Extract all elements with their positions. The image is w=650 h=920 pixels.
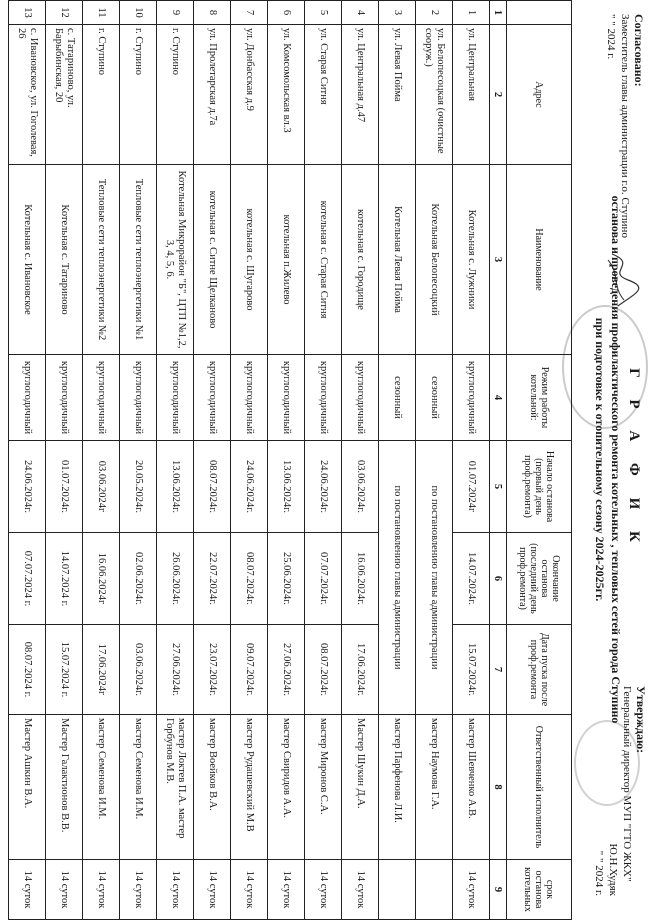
- row-responsible: Мастер Галактионов В.В.: [46, 715, 83, 860]
- row-duration: 14 суток: [157, 860, 194, 920]
- row-mode: круглогодичный: [9, 355, 46, 441]
- col-name: Наименование: [507, 165, 572, 355]
- row-duration: 14 суток: [9, 860, 46, 920]
- row-duration: 14 суток: [305, 860, 342, 920]
- row-start-date: 03.06.2024г: [83, 441, 120, 533]
- agreement-caption: Согласовано:: [632, 14, 646, 87]
- row-duration: 14 суток: [83, 860, 120, 920]
- col-num: [507, 1, 572, 25]
- row-responsible: мастер Семенова И.М.: [120, 715, 157, 860]
- row-number: 12: [46, 1, 83, 25]
- row-number: 13: [9, 1, 46, 25]
- row-start-date: 24.06.2024г.: [9, 441, 46, 533]
- row-number: 5: [305, 1, 342, 25]
- row-launch-date: 08.07.2024 г.: [9, 625, 46, 715]
- row-mode: круглогодичный: [305, 355, 342, 441]
- row-start-date: 01.07.2024г.: [46, 441, 83, 533]
- row-mode: круглогодичный: [231, 355, 268, 441]
- row-number: 2: [416, 1, 453, 25]
- row-responsible: Мастер Ашкин В.А.: [9, 715, 46, 860]
- table-row: [46, 1, 83, 920]
- row-responsible: мастер Наумова Г.А.: [416, 715, 453, 860]
- row-name: котельная с. Шугарово: [231, 165, 268, 355]
- document-subtitle-season: при подготовке к отопительному сезону 2024-2025гг.: [593, 317, 607, 602]
- row-address: с. Татариново, ул. Барыбинская, 20: [46, 25, 83, 165]
- row-duration: [416, 860, 453, 920]
- row-end-date: 25.06.2024г.: [268, 533, 305, 625]
- table-row: [157, 1, 194, 920]
- table-row: [453, 1, 490, 920]
- row-mode: круглогодичный: [194, 355, 231, 441]
- row-launch-date: 15.07.2024 г.: [46, 625, 83, 715]
- col-end: Окончание останова (последний день проф.ремонта): [507, 533, 572, 625]
- table-row: [231, 1, 268, 920]
- row-merged-note: по постановлению главы администрации: [416, 441, 453, 715]
- row-number: 3: [379, 1, 416, 25]
- row-start-date: 03.06.2024г.: [342, 441, 379, 533]
- row-address: ул. Центральная д.47: [342, 25, 379, 165]
- row-mode: круглогодичный: [342, 355, 379, 441]
- agreement-position: Заместитель главы администрации г.о. Ступино: [619, 14, 631, 238]
- row-mode: сезонный: [379, 355, 416, 441]
- approval-date: " " 2024 г.: [593, 850, 605, 896]
- row-responsible: Мастер Шукин Д.А.: [342, 715, 379, 860]
- row-name: Тепловые сети теплоэнергетики №2: [83, 165, 120, 355]
- row-mode: круглогодичный: [83, 355, 120, 441]
- row-number: 9: [157, 1, 194, 25]
- row-duration: 14 суток: [46, 860, 83, 920]
- row-name: Котельная Микрорайон "Б", ЦТП №1,2, 3, 4, 5, 6.: [157, 165, 194, 355]
- column-number: 2: [490, 25, 507, 165]
- row-launch-date: 15.07.2024г.: [453, 625, 490, 715]
- approval-signer: Ю.Н.Худяк: [607, 843, 619, 896]
- row-responsible: мастер Парфенова Л.И.: [379, 715, 416, 860]
- row-number: 1: [453, 1, 490, 25]
- row-end-date: 02.06.2024г.: [120, 533, 157, 625]
- row-name: Котельная с. Ивановское: [9, 165, 46, 355]
- row-responsible: мастер Шевченко А.В.: [453, 715, 490, 860]
- column-number: 6: [490, 533, 507, 625]
- col-address: Адрес: [507, 25, 572, 165]
- table-row: [194, 1, 231, 920]
- row-mode: сезонный: [416, 355, 453, 441]
- row-name: Котельная с. Татариново: [46, 165, 83, 355]
- column-number-row: [490, 1, 507, 920]
- row-name: котельная с. Городище: [342, 165, 379, 355]
- row-mode: круглогодичный: [120, 355, 157, 441]
- column-number: 8: [490, 715, 507, 860]
- table-row: [83, 1, 120, 920]
- column-number: 1: [490, 1, 507, 25]
- row-number: 11: [83, 1, 120, 25]
- row-name: котельная с. Ситне Щелканово: [194, 165, 231, 355]
- row-responsible: мастер Воейков В.А.: [194, 715, 231, 860]
- column-number: 4: [490, 355, 507, 441]
- row-launch-date: 17.06.2024г.: [342, 625, 379, 715]
- row-name: Тепловые сети теплоэнергетики №1: [120, 165, 157, 355]
- col-mode: Режим работы котельной:: [507, 355, 572, 441]
- approval-position: Генеральный директор МУП "ГТО ЖКХ": [621, 686, 633, 882]
- row-address: г. Ступино: [120, 25, 157, 165]
- row-address: г. Ступино: [157, 25, 194, 165]
- row-name: Котельная Белопесоцкий: [416, 165, 453, 355]
- row-address: с. Ивановское, ул. Гоголевая, 26: [9, 25, 46, 165]
- document-title: Г Р А Ф И К: [626, 368, 642, 551]
- row-number: 6: [268, 1, 305, 25]
- row-duration: 14 суток: [231, 860, 268, 920]
- row-start-date: 24.06.2024г.: [305, 441, 342, 533]
- column-number: 3: [490, 165, 507, 355]
- row-number: 4: [342, 1, 379, 25]
- row-launch-date: 27.06.2024г.: [157, 625, 194, 715]
- row-name: котельная п.Жилево: [268, 165, 305, 355]
- row-launch-date: 17.06.2024г: [83, 625, 120, 715]
- schedule-table: [8, 0, 572, 920]
- row-address: ул. Белопесоцкая (очистные сооруж.): [416, 25, 453, 165]
- row-end-date: 14.07.2024г.: [453, 533, 490, 625]
- row-start-date: 24.06.2024г.: [231, 441, 268, 533]
- row-start-date: 13.06.2024г.: [268, 441, 305, 533]
- row-end-date: 07.07.2024г.: [305, 533, 342, 625]
- row-mode: круглогодичный: [157, 355, 194, 441]
- row-address: ул. Пролетарская д.7а: [194, 25, 231, 165]
- table-row: [120, 1, 157, 920]
- row-responsible: мастер Свиридов А.А.: [268, 715, 305, 860]
- row-responsible: мастер Локтев П.А. мастер Горбунов М.В.: [157, 715, 194, 860]
- row-duration: [379, 860, 416, 920]
- table-row: [9, 1, 46, 920]
- row-launch-date: 09.07.2024г.: [231, 625, 268, 715]
- row-responsible: мастер Рудашевский М.В: [231, 715, 268, 860]
- row-address: г. Ступино: [83, 25, 120, 165]
- row-responsible: мастер Миронов С.А.: [305, 715, 342, 860]
- row-address: ул. Левая Пойма: [379, 25, 416, 165]
- table-row: [416, 1, 453, 920]
- row-start-date: 08.07.2024г.: [194, 441, 231, 533]
- document-subtitle: останова и проведения профилактического ремонта котельных , тепловых сетей города Ступино: [609, 195, 623, 724]
- row-launch-date: 03.06.2024г.: [120, 625, 157, 715]
- col-duration: срок останова котельных: [507, 860, 572, 920]
- row-start-date: 20.05.2024г.: [120, 441, 157, 533]
- table-row: [342, 1, 379, 920]
- row-address: ул. Старая Ситня: [305, 25, 342, 165]
- row-launch-date: 08.07.2024г.: [305, 625, 342, 715]
- row-merged-note: по постановлению главы администрации: [379, 441, 416, 715]
- table-header: [507, 1, 572, 920]
- row-mode: круглогодичный: [268, 355, 305, 441]
- column-number: 5: [490, 441, 507, 533]
- row-end-date: 08.07.2024г.: [231, 533, 268, 625]
- row-end-date: 26.06.2024г.: [157, 533, 194, 625]
- row-number: 10: [120, 1, 157, 25]
- row-address: ул. Комсомольская вл.3: [268, 25, 305, 165]
- row-end-date: 16.06.2024г: [83, 533, 120, 625]
- row-number: 7: [231, 1, 268, 25]
- row-mode: круглогодичный: [46, 355, 83, 441]
- agreement-date: " " 2024 г.: [605, 14, 617, 60]
- row-duration: 14 суток: [453, 860, 490, 920]
- row-address: ул. Донбасская д.9: [231, 25, 268, 165]
- table-row: [379, 1, 416, 920]
- row-name: Котельная с. Лужники: [453, 165, 490, 355]
- row-end-date: 22.07.2024г.: [194, 533, 231, 625]
- row-end-date: 14.07.2024 г.: [46, 533, 83, 625]
- row-mode: круглогодичный: [453, 355, 490, 441]
- col-start: Начало останова (первый день проф.ремонта): [507, 441, 572, 533]
- row-start-date: 01.07.2024г: [453, 441, 490, 533]
- row-duration: 14 суток: [194, 860, 231, 920]
- row-launch-date: 27.06.2024г.: [268, 625, 305, 715]
- column-number: 9: [490, 860, 507, 920]
- row-launch-date: 23.07.2024г.: [194, 625, 231, 715]
- row-address: ул. Центральная: [453, 25, 490, 165]
- row-duration: 14 суток: [120, 860, 157, 920]
- col-launch: Дата пуска после проф.ремонта: [507, 625, 572, 715]
- row-name: Котельная Левая Пойма: [379, 165, 416, 355]
- table-row: [305, 1, 342, 920]
- col-responsible: Ответственный исполнитель: [507, 715, 572, 860]
- row-end-date: 16.06.2024г.: [342, 533, 379, 625]
- row-end-date: 07.07.2024 г.: [9, 533, 46, 625]
- approval-caption: Утверждаю:: [634, 686, 648, 754]
- row-name: котельная с. Старая Ситня: [305, 165, 342, 355]
- table-row: [268, 1, 305, 920]
- row-duration: 14 суток: [342, 860, 379, 920]
- row-responsible: мастер Семенова И.М.: [83, 715, 120, 860]
- row-start-date: 13.06.2024г.: [157, 441, 194, 533]
- row-number: 8: [194, 1, 231, 25]
- column-number: 7: [490, 625, 507, 715]
- row-duration: 14 суток: [268, 860, 305, 920]
